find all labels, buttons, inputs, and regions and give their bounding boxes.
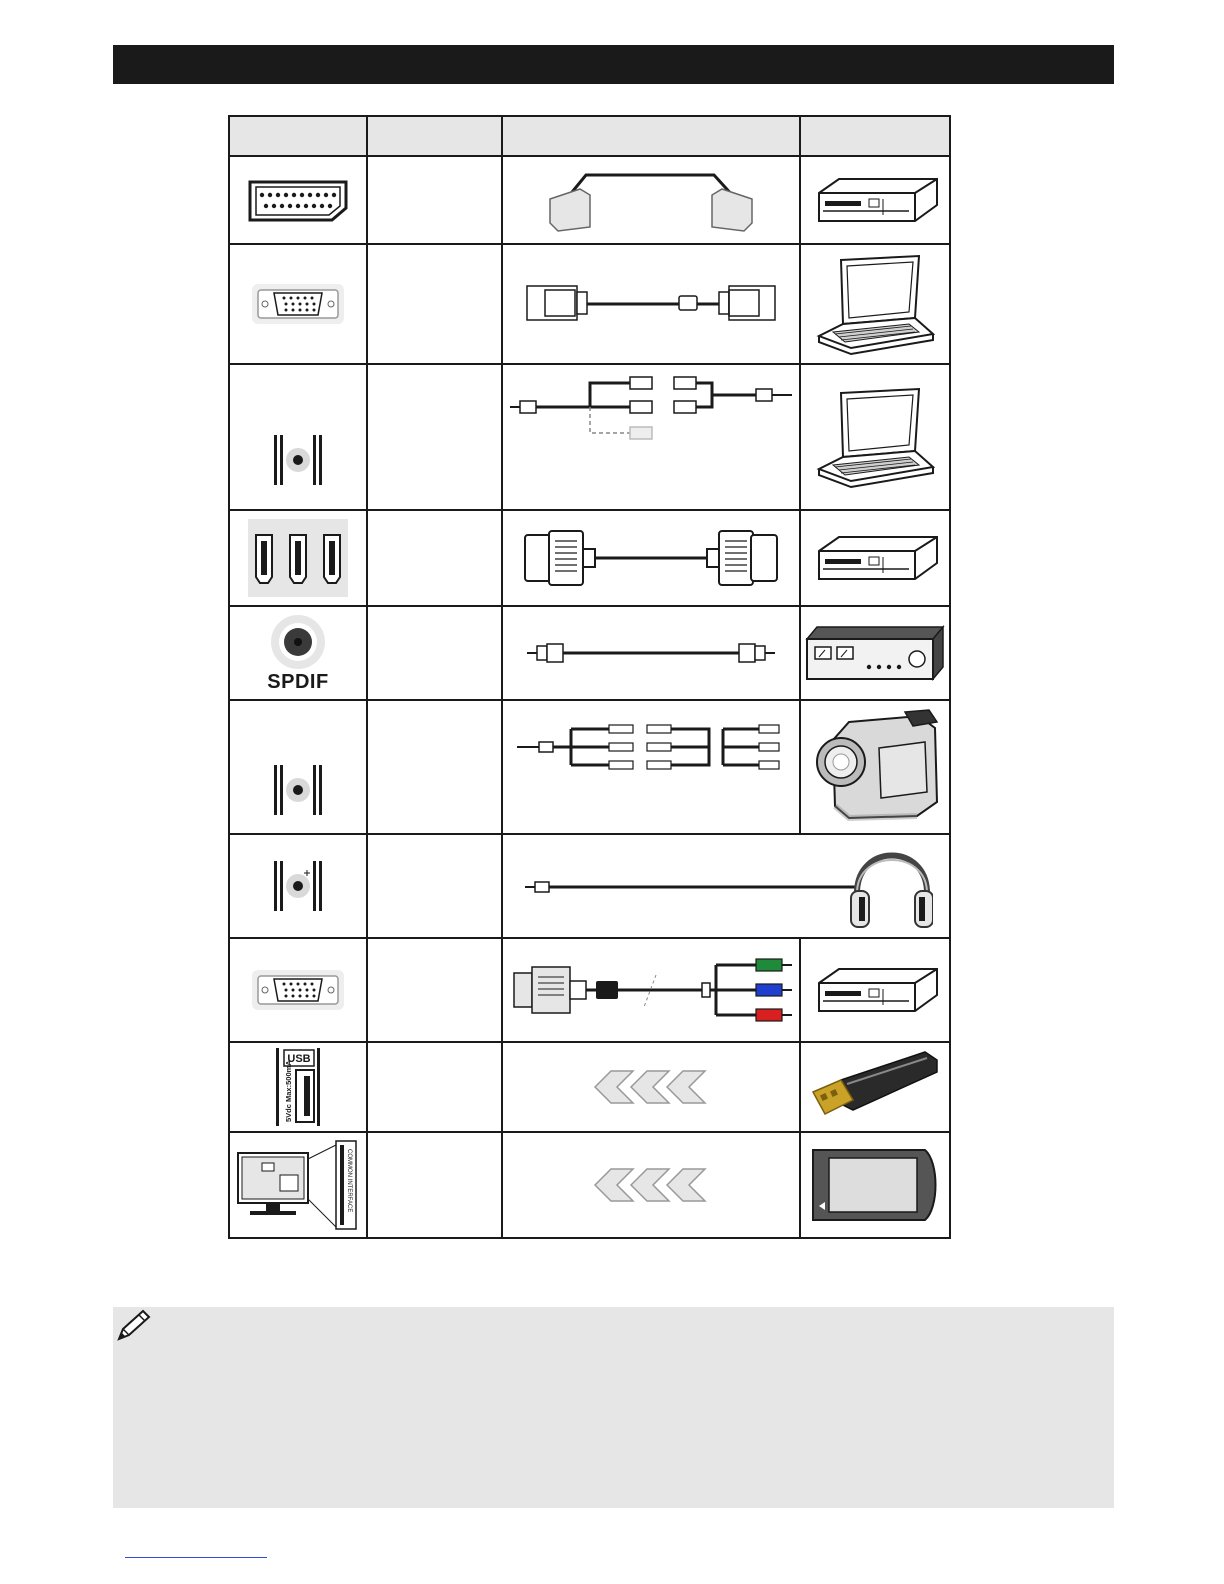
type-cell [367,938,502,1042]
camcorder-icon [809,708,941,826]
connector-cell [229,510,367,606]
hdmi-cable-icon [521,527,781,589]
vga-socket-icon [250,282,346,326]
type-cell [367,834,502,938]
component-cable-icon [506,955,796,1025]
connector-cell [229,834,367,938]
table-header-row [229,116,950,156]
connector-cell [229,606,367,700]
cable-cell [502,1132,800,1238]
audio-jack-icon [274,435,322,485]
device-cell [800,1132,950,1238]
cable-cell [502,606,800,700]
ci-card-icon [811,1148,939,1222]
headphone-cable-icon [521,841,933,931]
column-header-type [367,116,502,156]
pencil-note-icon [113,1307,153,1343]
scart-socket-icon [246,178,350,222]
column-header-connector [229,116,367,156]
usb-socket-icon [274,1046,322,1128]
coaxial-cable-icon [523,640,779,666]
table-row-usb [229,1042,950,1132]
cable-cell [502,1042,800,1132]
type-cell [367,510,502,606]
video-recorder-icon [809,965,941,1015]
device-cell [800,156,950,244]
type-cell [367,244,502,364]
header-bar [113,45,1114,84]
vga-cable-icon [523,282,779,326]
usb-stick-icon [807,1050,943,1124]
video-recorder-icon [809,533,941,583]
av-jack-icon [274,765,322,815]
connector-cell [229,1132,367,1238]
scart-cable-icon [546,165,756,235]
connector-cell [229,244,367,364]
device-cell [800,938,950,1042]
table-row-ci [229,1132,950,1238]
laptop-icon [813,252,937,356]
laptop-icon [813,385,937,489]
connection-table [228,115,951,1239]
table-row-side-av [229,700,950,834]
device-cell [800,606,950,700]
type-cell [367,364,502,510]
device-cell [800,1042,950,1132]
connector-cell [229,1042,367,1132]
note-box [113,1307,1114,1508]
insert-arrows-icon [593,1069,709,1105]
table-row-ypbpr [229,938,950,1042]
cable-cell [502,364,800,510]
video-recorder-icon [809,175,941,225]
table-row-hdmi [229,510,950,606]
table-row-headphone [229,834,950,938]
device-cell [800,510,950,606]
cable-cell [502,510,800,606]
column-header-cable [502,116,800,156]
usb-label: USB [287,1053,311,1065]
spdif-label: SPDIF [267,670,329,693]
type-cell [367,1042,502,1132]
connector-cell [229,938,367,1042]
connector-cell [229,156,367,244]
type-cell [367,606,502,700]
cable-cell [502,834,950,938]
cable-cell [502,700,800,834]
table-row-spdif [229,606,950,700]
vga-socket-icon [250,968,346,1012]
spdif-socket-icon [268,613,328,671]
audio-amplifier-icon [805,625,945,681]
column-header-device [800,116,950,156]
connector-cell [229,700,367,834]
cable-cell [502,244,800,364]
footer-link[interactable] [125,1557,267,1558]
device-cell [800,244,950,364]
type-cell [367,700,502,834]
av-splitter-cable-icon [513,723,789,773]
type-cell [367,1132,502,1238]
connector-cell [229,364,367,510]
headphones-icon [851,856,933,928]
device-cell [800,364,950,510]
cable-cell [502,938,800,1042]
headphone-jack-icon [274,861,322,911]
hdmi-sockets-icon [248,519,348,597]
audio-splitter-cable-icon [506,373,796,449]
device-cell [800,700,950,834]
cable-cell [502,156,800,244]
usb-power-label: 5Vdc Max:500mA [284,1060,293,1122]
ci-slot-icon [236,1139,360,1231]
table-row-pc-audio [229,364,950,510]
type-cell [367,156,502,244]
table-row-scart [229,156,950,244]
table-row-vga [229,244,950,364]
insert-arrows-icon [593,1167,709,1203]
ci-label: COMMON INTERFACE [346,1149,352,1213]
